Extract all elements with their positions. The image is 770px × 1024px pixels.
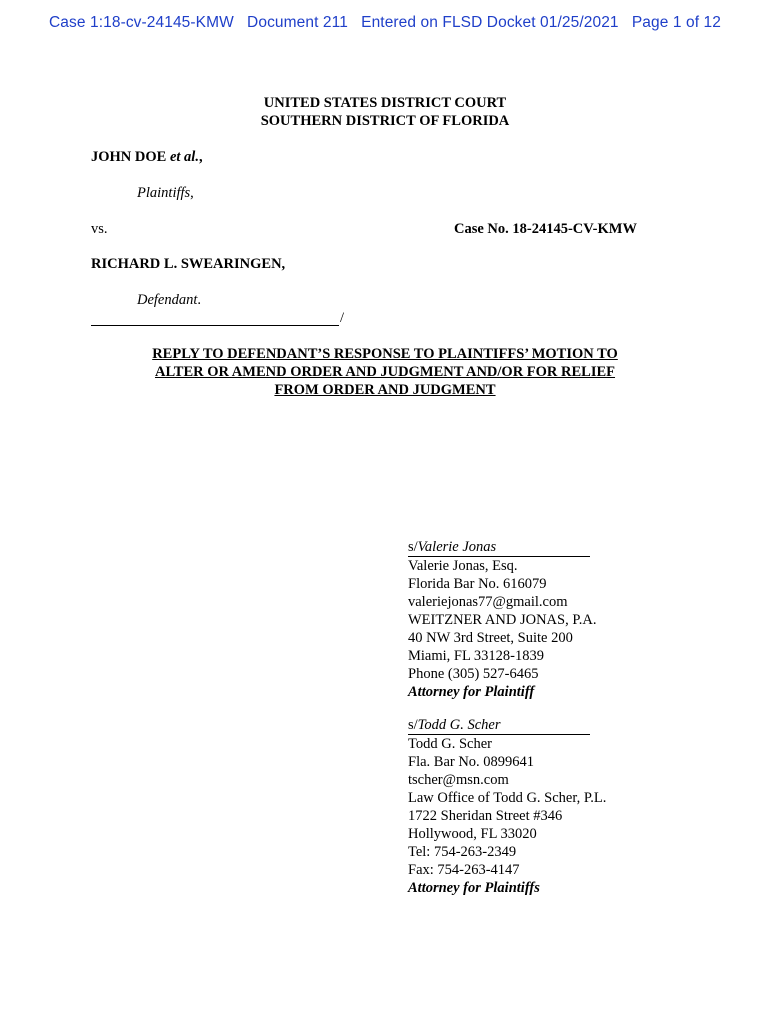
plaintiff-name [91, 149, 203, 166]
firm-city: Miami, FL 33128-1839 [408, 648, 545, 664]
defendant-role-text: Defendant [137, 292, 198, 308]
court-district: SOUTHERN DISTRICT OF FLORIDA [260, 113, 510, 129]
defendant-role-period: . [197, 292, 202, 308]
defendant-role [137, 292, 201, 309]
plaintiff-role-comma: , [190, 185, 194, 201]
plaintiff-comma: , [198, 149, 203, 165]
signature-block-jonas [408, 538, 597, 701]
attorney-name: Todd G. Scher [408, 736, 492, 752]
attorney-role: Attorney for Plaintiff [408, 684, 535, 700]
firm-name: WEITZNER AND JONAS, P.A. [408, 612, 597, 628]
plaintiff-role [137, 185, 194, 202]
plaintiff-role-text: Plaintiffs [137, 185, 191, 201]
attorney-email: valeriejonas77@gmail.com [408, 594, 568, 610]
firm-phone: Phone (305) 527-6465 [408, 666, 539, 682]
firm-city: Hollywood, FL 33020 [408, 826, 537, 842]
attorney-role: Attorney for Plaintiffs [408, 880, 540, 896]
versus: vs. [91, 221, 108, 237]
firm-name: Law Office of Todd G. Scher, P.L. [408, 790, 607, 806]
firm-street: 1722 Sheridan Street #346 [408, 808, 563, 824]
caption-rule [91, 325, 339, 326]
plaintiff-name-text: JOHN DOE [91, 149, 170, 165]
court-name: UNITED STATES DISTRICT COURT [263, 95, 507, 111]
document-title-line-3: FROM ORDER AND JUDGMENT [274, 382, 496, 398]
signature-prefix: s/ [408, 539, 418, 555]
electronic-signature [408, 538, 590, 557]
document-title-line-2: ALTER OR AMEND ORDER AND JUDGMENT AND/OR FOR RELIEF [154, 364, 616, 380]
docket-header: Case 1:18-cv-24145-KMW Document 211 Entered on FLSD Docket 01/25/2021 Page 1 of 12 [49, 14, 721, 31]
firm-telephone: Tel: 754-263-2349 [408, 844, 517, 860]
firm-fax: Fax: 754-263-4147 [408, 862, 520, 878]
document-title-line-1: REPLY TO DEFENDANT’S RESPONSE TO PLAINTIFFS’ MOTION TO [152, 346, 618, 362]
signature-prefix: s/ [408, 717, 418, 733]
electronic-signature [408, 716, 590, 735]
attorney-name: Valerie Jonas, Esq. [408, 558, 518, 574]
signature-line [408, 538, 597, 557]
signature-name: Todd G. Scher [417, 717, 501, 733]
case-number: Case No. 18-24145-CV-KMW [454, 221, 637, 237]
plaintiff-et-al: et al. [169, 149, 199, 165]
defendant-name: RICHARD L. SWEARINGEN, [91, 256, 286, 272]
bar-number: Florida Bar No. 616079 [408, 576, 547, 592]
signature-name: Valerie Jonas [417, 539, 497, 555]
signature-line [408, 716, 606, 735]
signature-block-scher [408, 716, 606, 897]
attorney-email: tscher@msn.com [408, 772, 509, 788]
firm-street: 40 NW 3rd Street, Suite 200 [408, 630, 573, 646]
bar-number: Fla. Bar No. 0899641 [408, 754, 535, 770]
caption-rule-end: / [340, 310, 345, 326]
